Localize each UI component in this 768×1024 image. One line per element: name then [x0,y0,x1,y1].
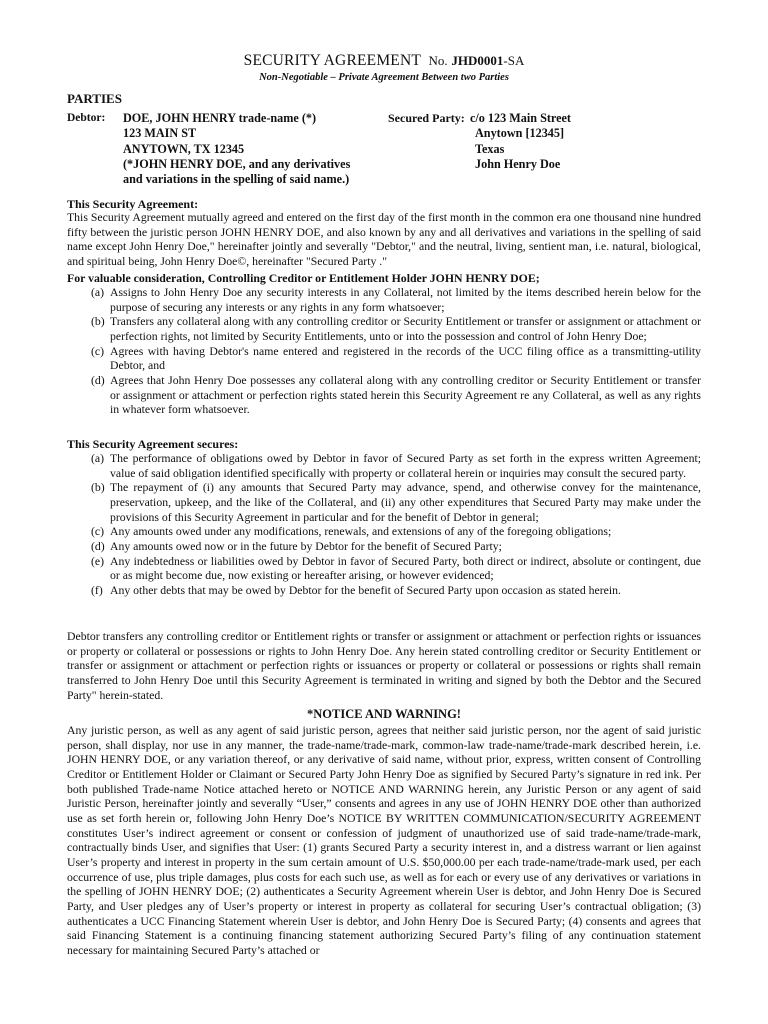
number-label: No. [428,53,448,68]
list-item [91,345,701,374]
list-item [91,481,701,525]
list-marker: (f) [91,583,103,597]
secures-list [91,452,701,599]
list-text: Agrees with having Debtor's name entered and registered in the records of the UCC filing office as a transmitting-utility Debtor, and [110,344,701,373]
list-text: Any other debts that may be owed by Debtor for the benefit of Secured Party upon occasion as stated herein. [110,583,621,597]
secured-line: Anytown [12345] [475,126,565,141]
list-marker: (c) [91,525,105,539]
list-item [91,374,701,418]
secured-line: Texas [475,141,505,156]
list-item [91,315,701,344]
agreement-list [91,286,701,418]
agreement-number-suffix: -SA [503,53,525,68]
list-marker: (a) [91,286,105,299]
debtor-line: 123 MAIN ST [123,126,197,141]
transfer-paragraph: Debtor transfers any controlling creditor or Entitlement rights or transfer or assignment or attachment or perfection rights or issuances or property or collateral or possessions or rights to John Henry Doe. Any herein stated controlling creditor or Security Entitlement or transfer or assignment or attachment or perfection rights or issuances or property or collateral or possessions or rights shall remain transferred to John Henry Doe until this Security Agreement is terminated in writing and signed by both the Debtor and the Secured Party" herein-stated. [67,630,701,702]
document-subtitle: Non-Negotiable – Private Agreement Between two Parties [259,72,509,83]
list-item [91,540,701,555]
secured-party-label: Secured Party: [388,111,465,125]
list-marker: (e) [91,554,105,568]
notice-heading: *NOTICE AND WARNING! [307,707,461,721]
list-text: Any amounts owed now or in the future by Debtor for the benefit of Secured Party; [110,539,502,553]
agreement-number: JHD0001 [451,53,504,68]
list-text: Agrees that John Henry Doe possesses any collateral along with any controlling creditor or Security Entitlement or transfer or assignment or attachment or perfection rights stated herein this Security Agreement re any Collateral, as well as any rights in whatever form whatsoever. [110,373,701,417]
debtor-address [123,111,350,187]
parties-heading: PARTIES [67,91,122,106]
list-item [91,525,701,540]
secured-line: c/o 123 Main Street [470,111,571,125]
list-text: Transfers any collateral along with any controlling creditor or Security Entitlement or transfer or assignment or attachment or perfection rights, not limited by Security Entitlements, unto or into the possession and control of John Henry Doe; [110,315,701,343]
list-text: The repayment of (i) any amounts that Secured Party may advance, spend, and otherwise convey for the maintenance, preservation, upkeep, and the like of the Collateral, and (ii) any other expenditures that Secured Party may make under the provisions of this Security Agreement in particular and for the benefit of Debtor in general; [110,481,701,524]
debtor-line: ANYTOWN, TX 12345 [123,141,245,156]
list-marker: (a) [91,452,105,465]
list-text: Any indebtedness or liabilities owed by Debtor in favor of Secured Party, both direct or indirect, absolute or contingent, due or as might become due, now existing or hereafter arising, or however evidenced; [110,554,701,583]
agreement-heading: This Security Agreement: [67,197,199,211]
secures-heading: This Security Agreement secures: [67,437,239,451]
secured-party-address [470,111,571,172]
list-text: The performance of obligations owed by Debtor in favor of Secured Party as set forth in the express written Agreement; value of said obligation identified specifically with property or collateral herein or inquiries may consult the secured party. [110,452,701,480]
list-text: Any amounts owed under any modifications, renewals, and extensions of any of the foregoing obligations; [110,525,612,539]
list-text: Assigns to John Henry Doe any security interests in any Collateral, not limited by the items described herein below for the purpose of securing any interests or any rights in any form whatsoever; [110,286,701,314]
list-marker: (b) [91,481,105,495]
title-text: SECURITY AGREEMENT [243,52,422,69]
debtor-label: Debtor: [67,112,106,124]
list-item [91,452,701,481]
debtor-line: (*JOHN HENRY DOE, and any derivatives [123,156,351,171]
notice-text: Any juristic person, as well as any agent of said juristic person, agrees that neither said juristic person, nor the agent of said juristic person, shall display, nor use in any manner, the trade-name/trade-mark, common-law trade-name/trade-mark described herein, i.e. JOHN HENRY DOE, or any variation thereof, or any derivative of said name, without prior, express, written consent of Controlling Creditor or Entitlement Holder or Claimant or Secured Party John Henry Doe as signified by Secured Party’s signature in red ink. Per both published Trade-name Notice attached hereto or NOTICE AND WARNING herein, any Juristic Person or any agent of said Juristic Person, hereinafter jointly and severally “User,” consents and agrees in any use of JOHN HENRY DOE other than authorized use as set forth herein or, following John Henry Doe’s NOTICE BY WRITTEN COMMUNICATION/SECURITY AGREEMENT constitutes User’s indirect agreement or consent or confession of judgment of unauthorized use of said trade-name/trade-mark, contractually binds User, and signifies that User: (1) grants Secured Party a security interest in, and a distress warrant or lien against User’s property and interest in property in the sum certain amount of U.S. $50,000.00 per each trade-name/trade-mark used, per each occurrence of use, plus triple damages, plus costs for each such use, as well as for each or every use of any derivatives or variations in the spelling of JOHN HENRY DOE; (2) authenticates a Security Agreement wherein User is debtor, and John Henry Doe is Secured Party, and User pledges any of User’s property or interest in property as collateral for securing User’s contractual obligation; (3) authenticates a UCC Financing Statement wherein User is debtor, and John Henry Doe is Secured Party; (4) consents and agrees that said Financing Statement is a continuing financing statement authorizing Secured Party’s filing of any continuation statement necessary for maintaining Secured Party’s attached or [67,724,701,957]
list-item [91,286,701,315]
agreement-intro: This Security Agreement mutually agreed and entered on the first day of the first month in the common era one thousand nine hundred fifty between the juristic person JOHN HENRY DOE, and also known by any and all derivatives and variations in the spelling of said name except John Henry Doe," hereinafter jointly and severally "Debtor," and the neutral, living, sentient man, i.e. natural, biological, and spiritual being, John Henry Doe©, hereinafter "Secured Party ." [67,211,701,268]
debtor-line: and variations in the spelling of said name.) [123,172,350,187]
list-marker: (b) [91,315,105,329]
consideration-line: For valuable consideration, Controlling Creditor or Entitlement Holder JOHN HENRY DOE; [67,271,540,285]
secured-line: John Henry Doe [475,156,561,171]
document-title [0,52,768,70]
list-marker: (d) [91,373,105,387]
list-item [91,584,701,599]
list-item [91,555,701,584]
list-marker: (d) [91,539,105,553]
list-marker: (c) [91,344,105,358]
debtor-line: DOE, JOHN HENRY trade-name (*) [123,111,317,125]
